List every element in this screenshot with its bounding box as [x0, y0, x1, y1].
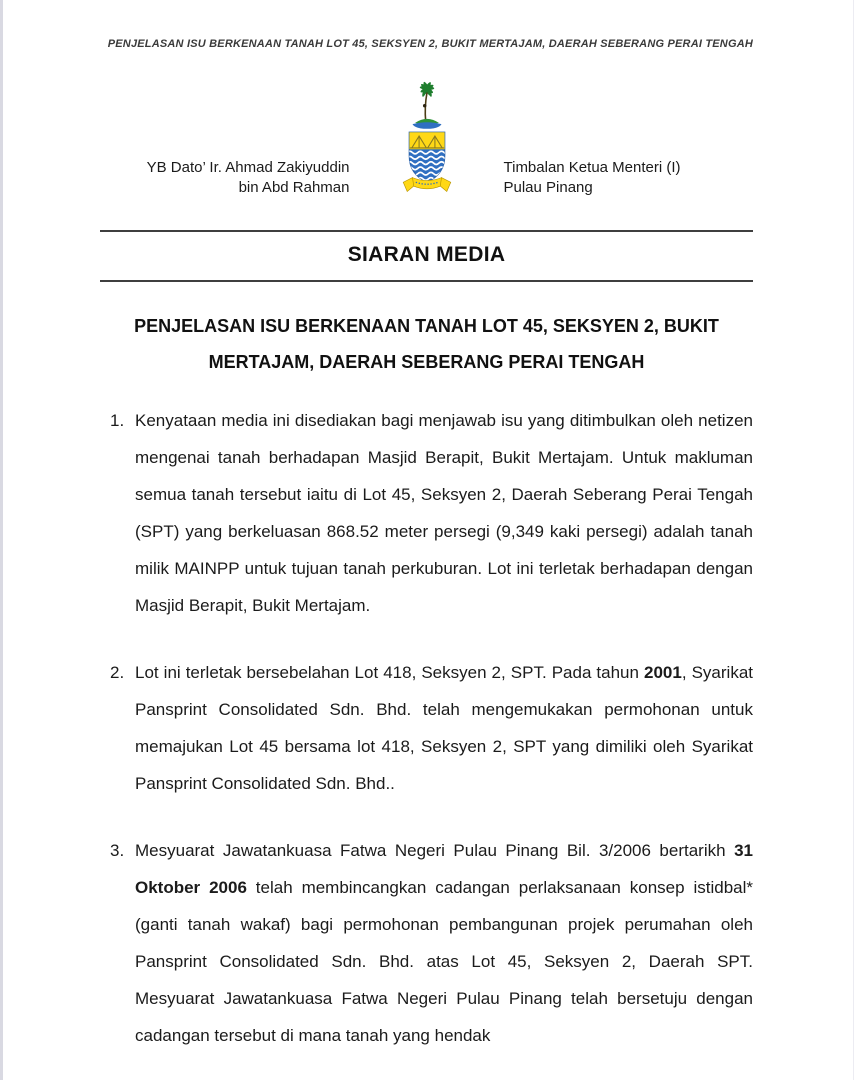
official-name-block — [100, 158, 394, 206]
official-name-line2: bin Abd Rahman — [238, 179, 350, 196]
official-title-line2: Pulau Pinang — [503, 179, 593, 196]
letterhead — [100, 78, 753, 206]
official-name-line1: YB Dato’ Ir. Ahmad Zakiyuddin — [146, 159, 350, 176]
paragraph — [100, 402, 753, 624]
paragraph — [100, 832, 753, 1054]
paragraph-number: 2. — [110, 663, 125, 682]
paragraph-text: Mesyuarat Jawatankuasa Fatwa Negeri Pulau Pinang Bil. 3/2006 bertarikh 31 Oktober 2006 telah membincangkan cadangan perlaksanaan konsep istidbal* (ganti tanah wakaf) bagi permohonan pembangunan projek perumahan oleh Pansprint Consolidated Sdn. Bhd. atas Lot 45, Seksyen 2, Daerah SPT. Mesyuarat Jawatankuasa Fatwa Negeri Pulau Pinang telah bersetuju dengan cadangan tersebut di mana tanah yang hendak — [135, 841, 753, 1045]
paragraph-list — [100, 402, 753, 1054]
paragraph-number: 1. — [110, 411, 125, 430]
media-banner-title: SIARAN MEDIA — [347, 243, 506, 266]
official-title-block — [460, 158, 754, 206]
press-release-document — [3, 0, 853, 1054]
official-title-line1: Timbalan Ketua Menteri (I) — [503, 159, 681, 176]
paragraph — [100, 654, 753, 802]
paragraph-text: Kenyataan media ini disediakan bagi menjawab isu yang ditimbulkan oleh netizen mengenai tanah berhadapan Masjid Berapit, Bukit Mertajam. Untuk makluman semua tanah tersebut iaitu di Lot 45, Seksyen 2, Daerah Seberang Perai Tengah (SPT) yang berkeluasan 868.52 meter persegi (9,349 kaki persegi) adalah tanah milik MAINPP untuk tujuan tanah perkuburan. Lot ini terletak berhadapan dengan Masjid Berapit, Bukit Mertajam. — [135, 411, 753, 615]
running-header: PENJELASAN ISU BERKENAAN TANAH LOT 45, SEKSYEN 2, BUKIT MERTAJAM, DAERAH SEBERANG PERAI TENGAH — [107, 38, 753, 50]
paragraph-number: 3. — [110, 841, 125, 860]
divider-bottom — [100, 280, 753, 282]
paragraph-text: Lot ini terletak bersebelahan Lot 418, Seksyen 2, SPT. Pada tahun 2001, Syarikat Pansprint Consolidated Sdn. Bhd. telah mengemukakan permohonan untuk memajukan Lot 45 bersama lot 418, Seksyen 2, SPT yang dimiliki oleh Syarikat Pansprint Consolidated Sdn. Bhd.. — [135, 663, 753, 793]
penang-state-crest-icon — [394, 78, 460, 206]
document-title: PENJELASAN ISU BERKENAAN TANAH LOT 45, SEKSYEN 2, BUKIT MERTAJAM, DAERAH SEBERANG PERAI TENGAH — [134, 316, 719, 372]
